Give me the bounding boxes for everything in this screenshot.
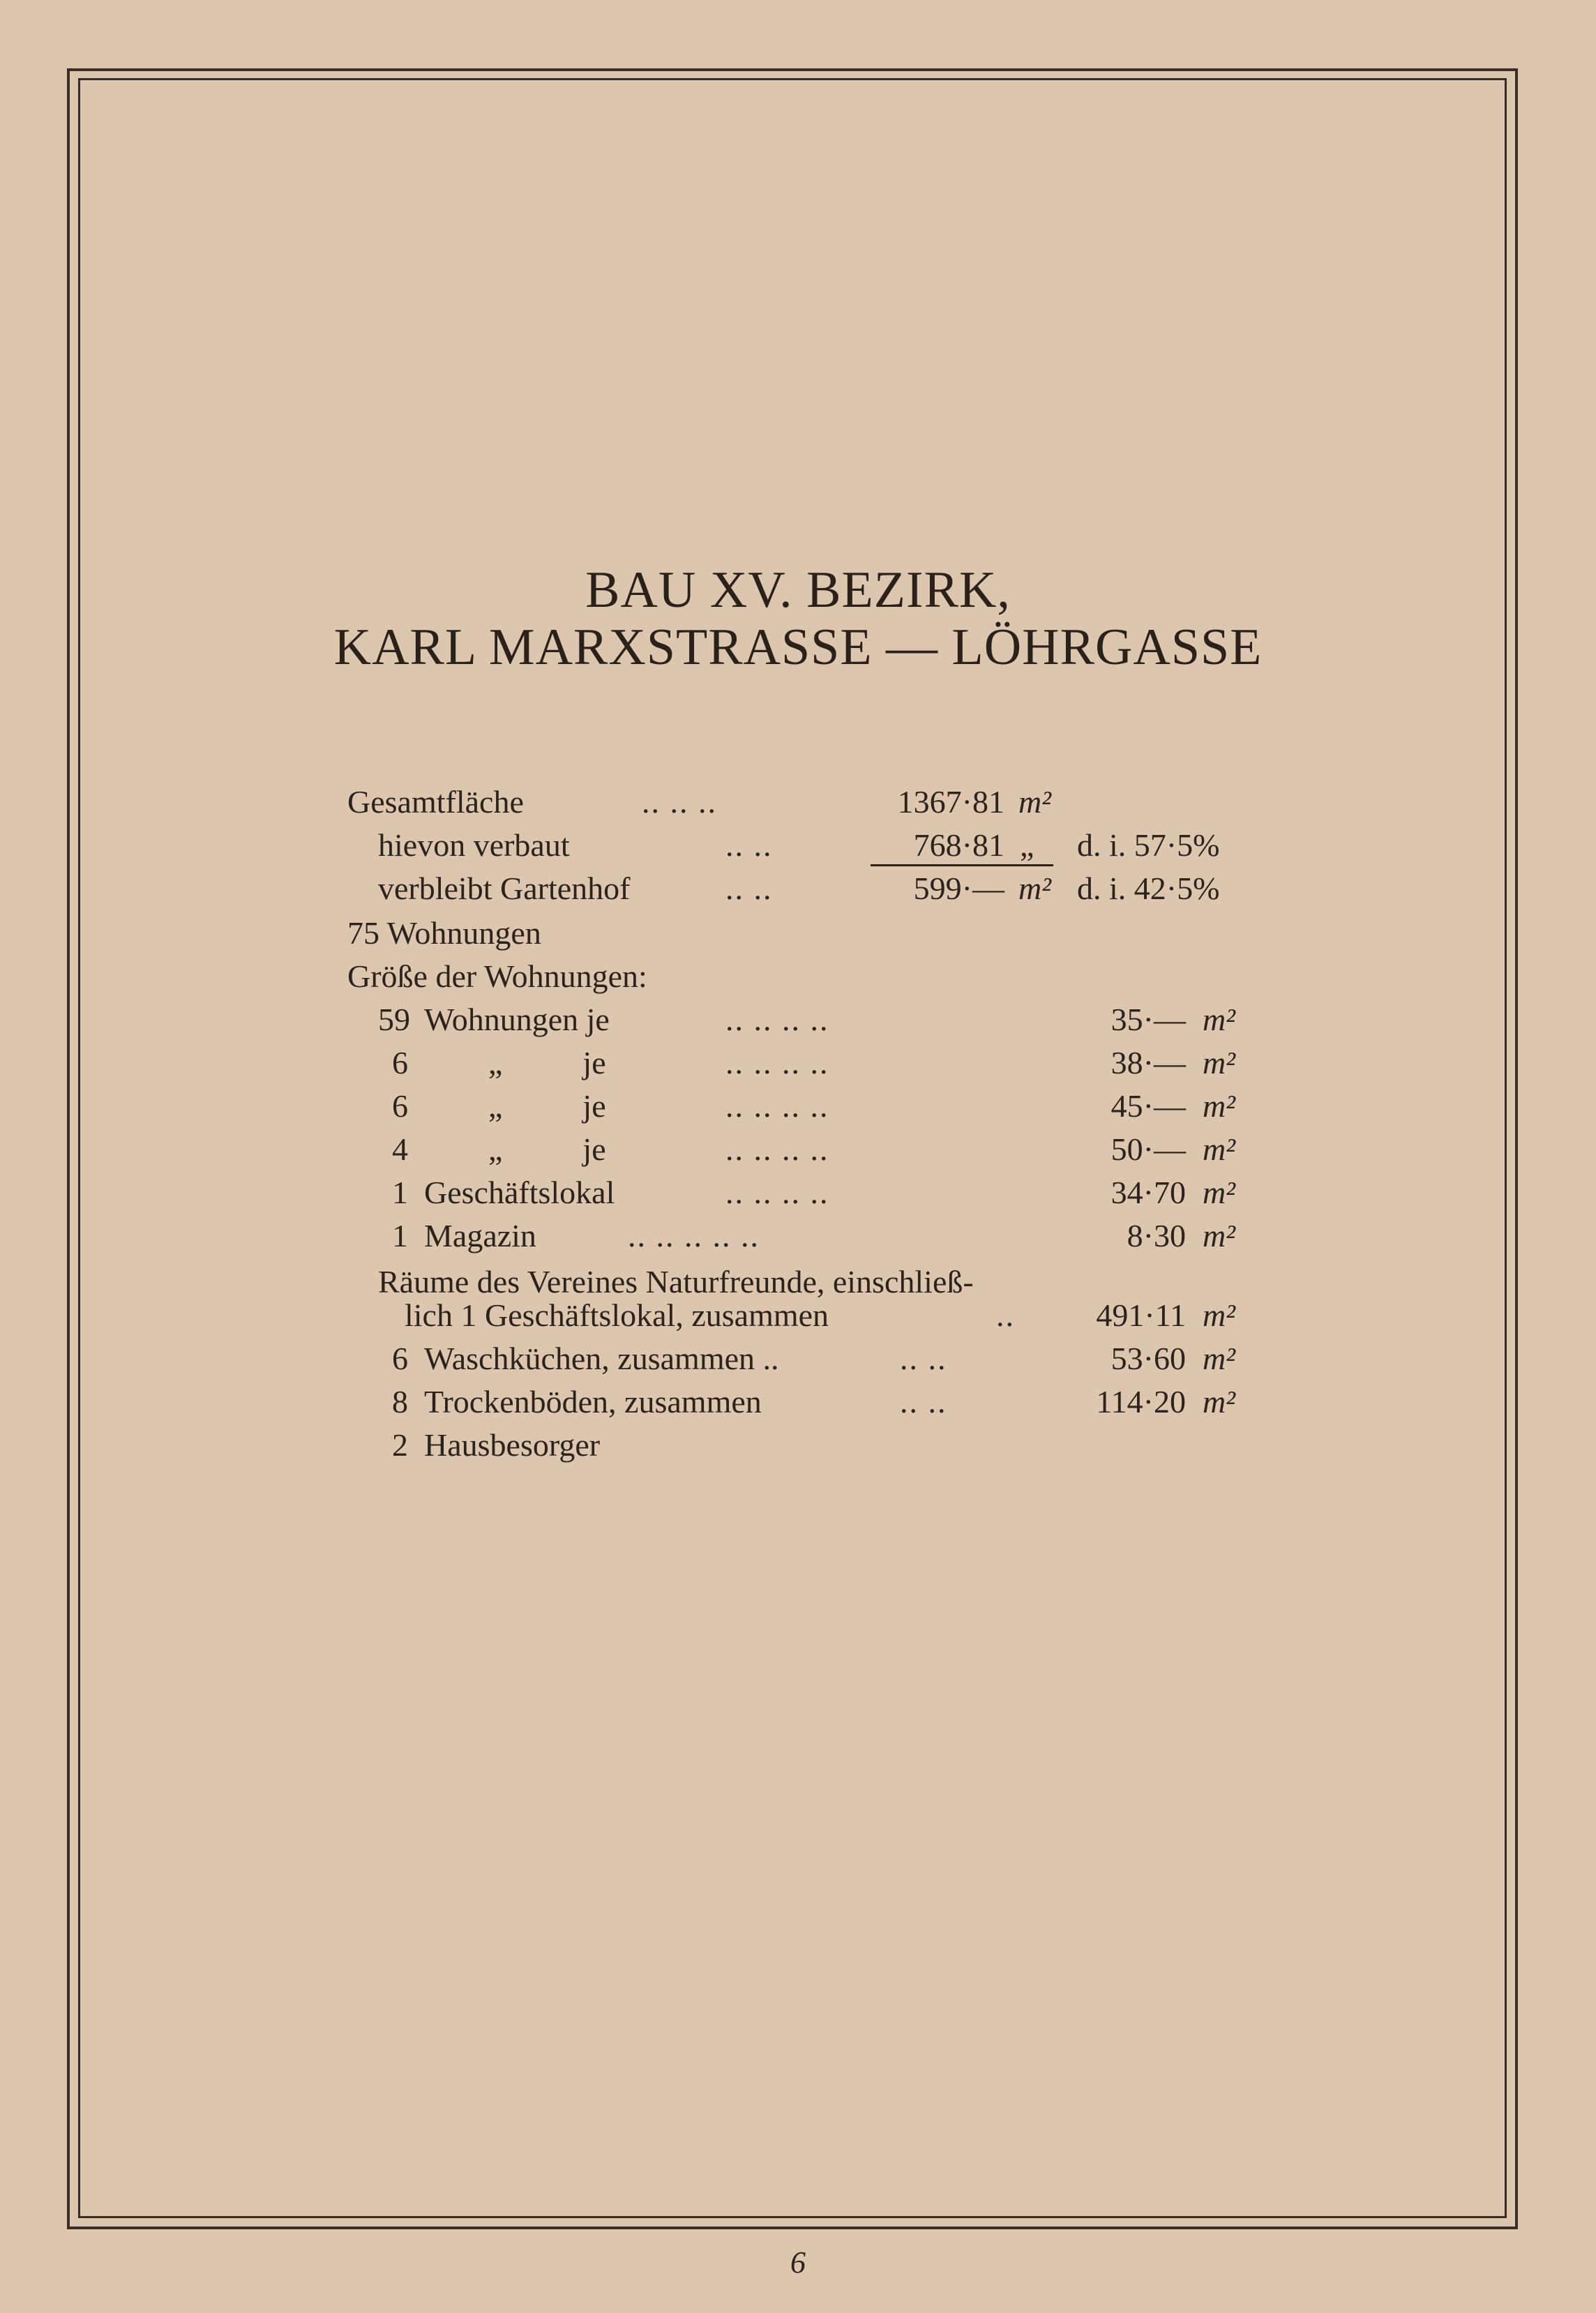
row-wohnungen: 75 Wohnungen (347, 915, 541, 951)
value: 45·— (1111, 1088, 1186, 1124)
value: 38·— (1111, 1045, 1186, 1080)
count: 4 (392, 1131, 408, 1167)
value: 599·— (913, 871, 1004, 906)
extra-row (0, 1381, 1596, 1423)
value: 35·— (1111, 1002, 1186, 1037)
unit-row (0, 1085, 1596, 1127)
dots: .. .. .. .. (725, 1002, 829, 1037)
sum-underline (871, 864, 1053, 866)
unit-row (0, 1042, 1596, 1084)
count: 6 (392, 1045, 408, 1080)
unit: m² (1018, 784, 1052, 820)
title-line-1: BAU XV. BEZIRK, (585, 562, 1011, 619)
dots: .. .. .. .. (725, 1131, 829, 1167)
unit: m² (1203, 1045, 1236, 1080)
label: „ je (488, 1088, 606, 1124)
label: Gesamtfläche (347, 784, 524, 820)
unit: m² (1203, 1002, 1236, 1037)
count: 6 (392, 1341, 408, 1376)
extra-row (0, 1338, 1596, 1380)
row-groesse-heading: Größe der Wohnungen: (347, 958, 647, 994)
row-verbaut (0, 824, 1596, 866)
unit: „ (1020, 827, 1034, 863)
count: 1 (392, 1175, 408, 1210)
unit-row (0, 1215, 1596, 1257)
share: d. i. 57·5% (1077, 827, 1220, 863)
dots: .. .. (725, 827, 773, 863)
page-number: 6 (790, 2245, 806, 2280)
value: 34·70 (1111, 1175, 1186, 1210)
dots: .. .. .. .. .. (628, 1218, 760, 1253)
count: 1 (392, 1218, 408, 1253)
dots: .. .. (725, 871, 773, 906)
unit: m² (1203, 1384, 1236, 1419)
row-gartenhof (0, 868, 1596, 910)
row-gesamtflaeche (0, 781, 1596, 823)
unit: m² (1203, 1341, 1236, 1376)
value: 768·81 (913, 827, 1004, 863)
label: Trockenböden, zusammen (424, 1384, 762, 1419)
unit-row (0, 999, 1596, 1041)
count: 2 (392, 1427, 408, 1463)
unit-row (0, 1172, 1596, 1214)
dots: .. (996, 1297, 1015, 1333)
unit-row (0, 1129, 1596, 1170)
dots: .. .. .. .. (725, 1045, 829, 1080)
share: d. i. 42·5% (1077, 871, 1220, 906)
count: 6 (392, 1088, 408, 1124)
unit: m² (1018, 871, 1052, 906)
dots: .. .. (900, 1341, 947, 1376)
count: 8 (392, 1384, 408, 1419)
label: „ je (488, 1131, 606, 1167)
label: hievon verbaut (378, 827, 570, 863)
dots: .. .. .. (642, 784, 717, 820)
label: Wohnungen je (424, 1002, 610, 1037)
title-line-2: KARL MARXSTRASSE — LÖHRGASSE (333, 619, 1263, 676)
value: 114·20 (1096, 1384, 1186, 1419)
label: Hausbesorger (424, 1427, 601, 1463)
dots: .. .. (900, 1384, 947, 1419)
unit: m² (1203, 1297, 1236, 1333)
value: 491·11 (1096, 1297, 1186, 1333)
unit: m² (1203, 1218, 1236, 1253)
label: Magazin (424, 1218, 536, 1253)
verein-line-1: Räume des Vereines Naturfreunde, einschließ- (378, 1264, 974, 1299)
unit: m² (1203, 1175, 1236, 1210)
count: 59 (378, 1002, 410, 1037)
label: Geschäftslokal (424, 1175, 615, 1210)
value: 53·60 (1111, 1341, 1186, 1376)
value: 8·30 (1127, 1218, 1186, 1253)
unit: m² (1203, 1131, 1236, 1167)
label: lich 1 Geschäftslokal, zusammen (405, 1297, 829, 1333)
label: „ je (488, 1045, 606, 1080)
label: Waschküchen, zusammen .. (424, 1341, 779, 1376)
dots: .. .. .. .. (725, 1088, 829, 1124)
verein-row (0, 1295, 1596, 1336)
value: 1367·81 (897, 784, 1004, 820)
value: 50·— (1111, 1131, 1186, 1167)
unit: m² (1203, 1088, 1236, 1124)
label: verbleibt Gartenhof (378, 871, 631, 906)
dots: .. .. .. .. (725, 1175, 829, 1210)
extra-row (0, 1424, 1596, 1466)
